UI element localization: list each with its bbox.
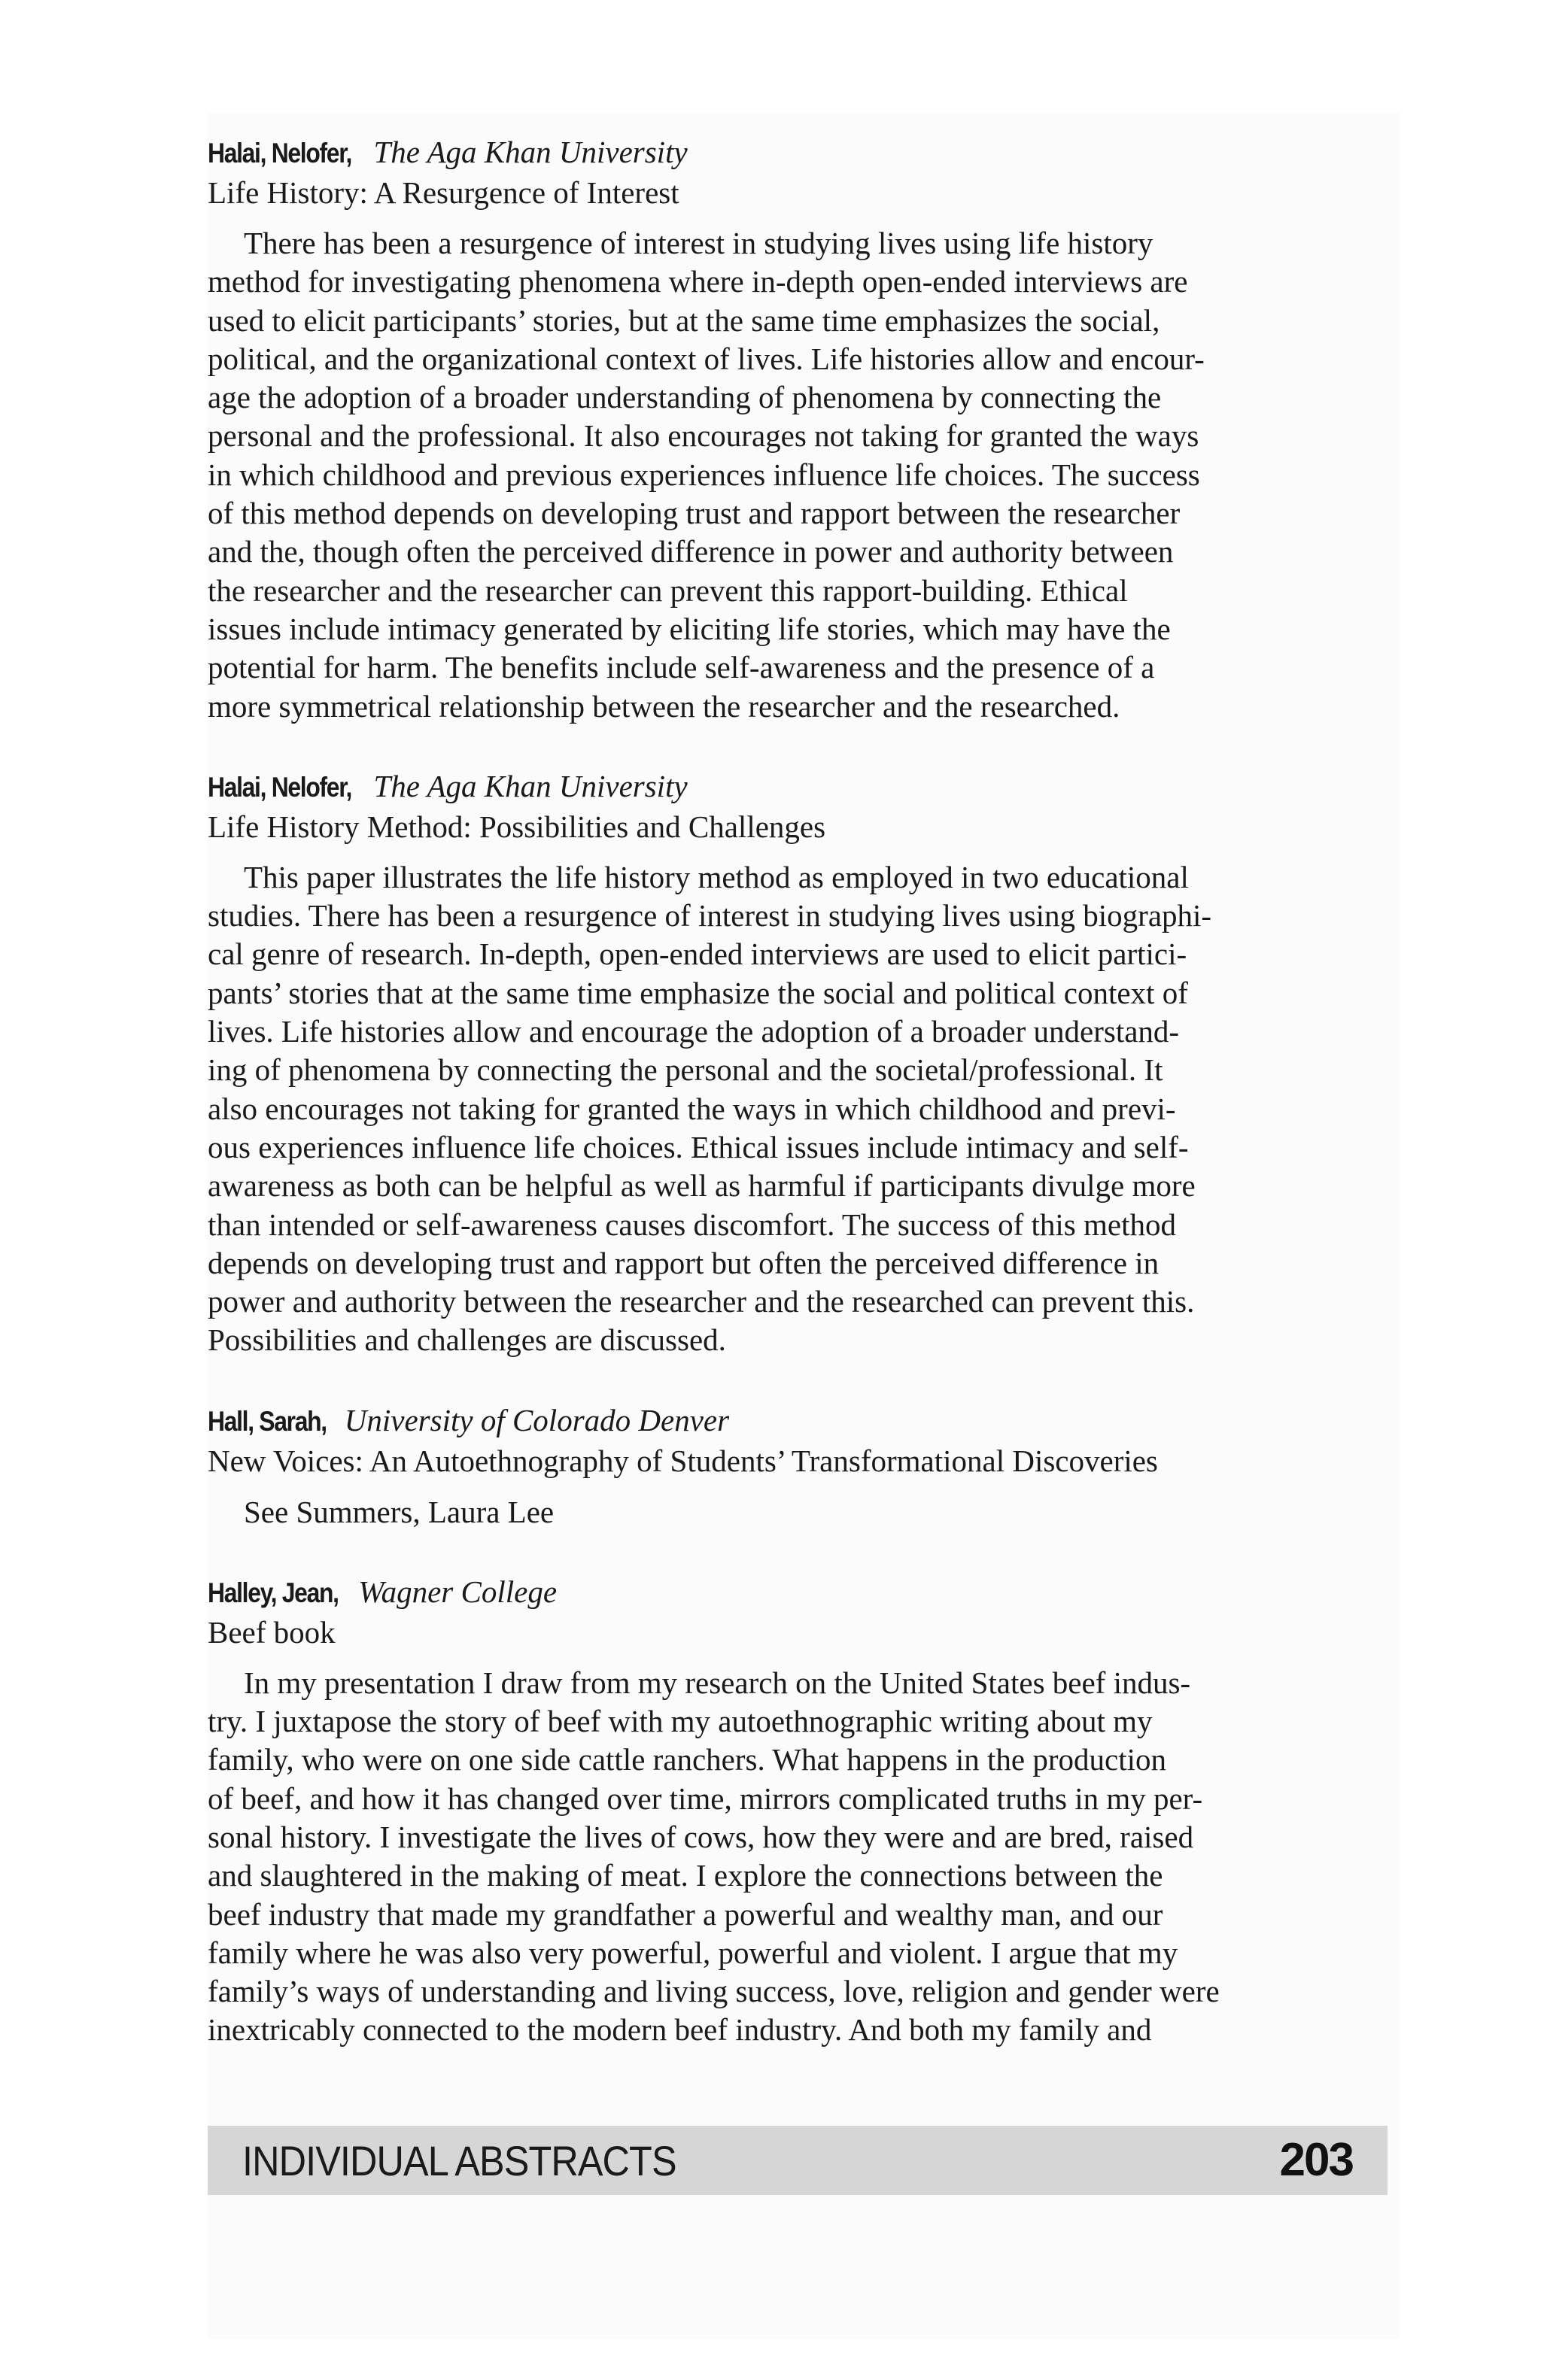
author-name: Halley, Jean, [208,1577,339,1608]
abstract-line: depends on developing trust and rapport but often the perceived difference in [208,1245,1160,1280]
abstract-title: New Voices: An Autoethnography of Students’ Transformational Discoveries [208,1443,1158,1478]
abstract-line: personal and the professional. It also encourages not taking for granted the ways [208,418,1199,454]
abstract-line: and slaughtered in the making of meat. I explore the connections between the [208,1858,1163,1893]
abstract-line: ing of phenomena by connecting the personal and the societal/professional. It [208,1052,1163,1088]
entry-header [208,132,1394,173]
abstract-body [208,224,1394,726]
abstract-line: family’s ways of understanding and living success, love, religion and gender were [208,1974,1220,2009]
abstract-line: and the, though often the perceived difference in power and authority between [208,534,1174,569]
abstract-line: more symmetrical relationship between the researcher and the researched. [208,688,1120,724]
author-affiliation: The Aga Khan University [373,768,688,803]
abstract-line: awareness as both can be helpful as well as harmful if participants divulge more [208,1168,1196,1204]
abstract-line: studies. There has been a resurgence of interest in studying lives using biographi- [208,898,1212,933]
page-footer [208,2126,1388,2195]
abstract-line: than intended or self-awareness causes discomfort. The success of this method [208,1207,1176,1242]
author-name: Halai, Nelofer, [208,138,352,168]
author-name: Hall, Sarah, [208,1405,327,1437]
abstract-line: In my presentation I draw from my research on the United States beef indus- [244,1665,1191,1700]
abstract-body [208,1664,1394,2050]
author-name: Halai, Nelofer, [208,771,352,803]
abstract-line: of beef, and how it has changed over time, mirrors complicated truths in my per- [208,1780,1203,1816]
abstract-body [208,858,1394,1360]
abstract-line: lives. Life histories allow and encourage the adoption of a broader understand- [208,1014,1180,1049]
abstract-line: in which childhood and previous experiences influence life choices. The success [208,457,1200,492]
abstract-line: power and authority between the researcher and the researched can prevent this. [208,1284,1195,1319]
abstract-line: age the adoption of a broader understanding of phenomena by connecting the [208,380,1162,415]
section-label: INDIVIDUAL ABSTRACTS [242,2137,676,2184]
author-affiliation: University of Colorado Denver [344,1402,730,1437]
entry-header [208,1401,1394,1441]
abstract-entry [208,1401,1394,1532]
abstract-line: family, who were on one side cattle ranchers. What happens in the production [208,1742,1167,1777]
abstract-line: cal genre of research. In-depth, open-ended interviews are used to elicit partici- [208,937,1187,972]
abstract-line: Possibilities and challenges are discussed. [208,1322,726,1358]
abstract-title: Life History Method: Possibilities and Challenges [208,809,826,844]
abstract-line: beef industry that made my grandfather a powerful and wealthy man, and our [208,1896,1163,1932]
author-affiliation: The Aga Khan University [373,135,688,169]
abstract-line: political, and the organizational context of lives. Life histories allow and encour- [208,341,1205,376]
abstract-line: also encourages not taking for granted the ways in which childhood and previ- [208,1091,1176,1126]
abstract-line: This paper illustrates the life history method as employed in two educational [244,859,1189,894]
abstract-line: potential for harm. The benefits include self-awareness and the presence of a [208,650,1155,685]
abstract-line: of this method depends on developing trust and rapport between the researcher [208,496,1181,531]
cross-reference: See Summers, Laura Lee [244,1494,555,1529]
abstract-title: Life History: A Resurgence of Interest [208,175,679,210]
abstract-entry [208,767,1394,1360]
abstract-title: Beef book [208,1614,336,1650]
abstract-line: the researcher and the researcher can prevent this rapport-building. Ethical [208,572,1128,608]
abstract-line: method for investigating phenomena where in-depth open-ended interviews are [208,264,1188,299]
abstract-line: try. I juxtapose the story of beef with my autoethnographic writing about my [208,1704,1153,1739]
author-affiliation: Wagner College [358,1574,558,1609]
abstract-line: used to elicit participants’ stories, but at the same time emphasizes the social, [208,302,1160,338]
abstracts-column [208,132,1394,2050]
abstract-line: issues include intimacy generated by eliciting life stories, which may have the [208,611,1171,646]
abstract-line: There has been a resurgence of interest in studying lives using life history [244,226,1153,260]
abstract-entry [208,1572,1394,2050]
abstract-line: family where he was also very powerful, powerful and violent. I argue that my [208,1935,1178,1970]
entry-header [208,767,1394,807]
abstract-line: inextricably connected to the modern beef industry. And both my family and [208,2012,1152,2048]
page-number: 203 [1279,2134,1353,2186]
abstract-line: pants’ stories that at the same time emphasize the social and political context of [208,975,1188,1010]
entry-header [208,1572,1394,1613]
abstract-line: sonal history. I investigate the lives of cows, how they were and are bred, raised [208,1819,1194,1854]
abstract-entry [208,132,1394,726]
abstract-line: ous experiences influence life choices. Ethical issues include intimacy and self- [208,1129,1189,1164]
